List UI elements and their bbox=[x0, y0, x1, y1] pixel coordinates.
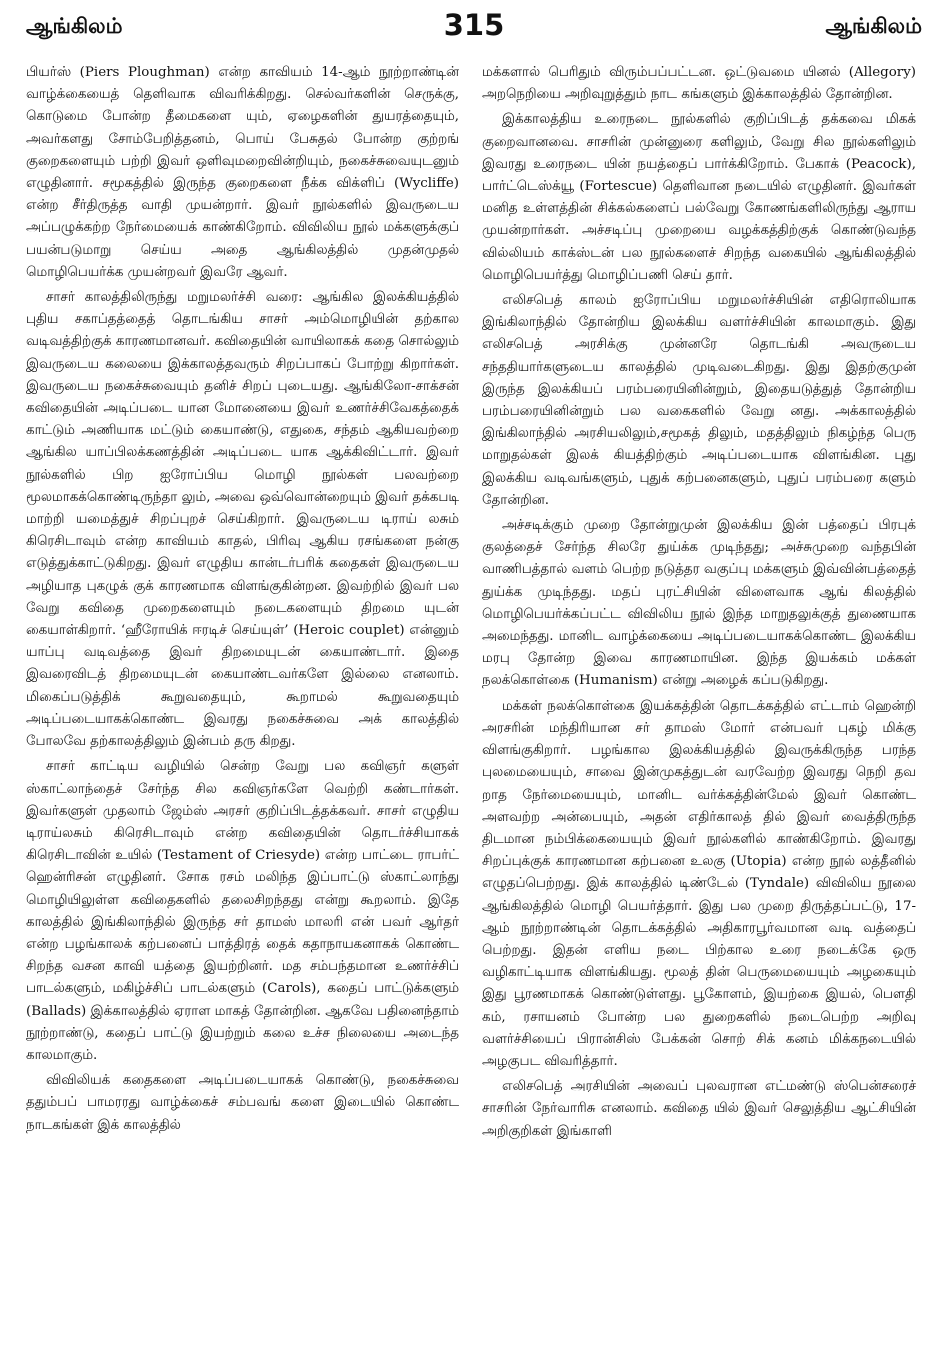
paragraph: பியர்ஸ் (Piers Ploughman) என்ற காவியம் 14-ஆம் நூற்றாண்டின் வாழ்க்கையைத் தெளிவாக விவரிக்கிறது. செல்வர்களின் செருக்கு, கொடுமை போன்ற தீமைகளை யும், ஏழைகளின் துயரத்தையும், அவர்களது சோம்பேறித்தனம், பொய் பேசுதல் போன்ற குற்றங் குறைகளையும் பற்றி இவர் ஒளிவுமறைவின்றியும், நகைச்சுவையுடனும் எழுதினார். சமூகத்தில் இருந்த குறைகளை நீக்க விக்ளிப் (Wycliffe) என்ற சீர்திருத்த வாதி முயன்றார். இவர் நூல்களில் இவருடைய அப்பழுக்கற்ற நேர்மையைக் காண்கிறோம். விவிலிய நூல் மக்களுக்குப் பயன்படுமாறு செய்ய அதை ஆங்கிலத்தில் முதன்முதல் மொழிபெயர்க்க முயன்றவர் இவரே ஆவர். bbox=[26, 65, 459, 280]
paragraph: மக்களால் பெரிதும் விரும்பப்பட்டன. ஒட்டுவமை யினல் (Allegory) அறநெறியை அறிவுறுத்தும் நாட கங்களும் இக்காலத்தில் தோன்றின. bbox=[482, 65, 916, 103]
running-title-left: ஆங்கிலம் bbox=[26, 14, 123, 38]
paragraph: சாசர் காலத்திலிருந்து மறுமலர்ச்சி வரை: ஆங்கில இலக்கியத்தில் புதிய சகாப்தத்தைத் தொடங்கிய சாசர் அம்மொழியின் தற்கால வடிவத்திற்குக் காரணமானவர். கவிதையின் வாயிலாகக் கதை சொல்லும் இவருடைய கலையை இக்காலத்தவரும் சிறப்பாகப் போற்று கிறார்கள். இவருடைய நகைச்சுவையும் தனிச் சிறப் புடையது. ஆங்கிலோ-சாக்சன் கவிதையின் அடிப்படை யான மோனையை இவர் உணர்ச்சிவேகத்தைக் காட்டும் அணியாக மட்டும் கையாண்டு, எதுகை, சந்தம் ஆகியவற்றை ஆங்கில யாப்பிலக்கணத்தின் அடிப்படை யாக ஆக்கிவிட்டார். இவர் நூல்களில் பிற ஐரோப்பிய மொழி நூல்கள் பலவற்றை மூலமாகக்கொண்டிருந்தா லும், அவை ஒவ்வொன்றையும் இவர் தக்கபடி மாற்றி யமைத்துச் சிறப்புறச் செய்கிறார். இவருடைய டிராய் லசும் கிரெசிடாவும் என்ற காவியம் காதல், பிரிவு ஆகிய ரசங்களை நன்கு எடுத்துக்காட்டுகிறது. இவர் எழுதிய கான்டர்பரிக் கதைகள் இவருடைய அழியாத புகழுக் குக் காரணமாக விளங்குகின்றன. இவற்றில் இவர் பல வேறு கவிதை முறைகளையும் நடைகளையும் திறமை யுடன் கையாள்கிறார். ‘ஹீரோயிக் ஈரடிச் செய்யுள்’ (Heroic couplet) என்னும் யாப்பு வடிவத்தை இவர் திறமையுடன் கையாண்டார். இதை இவரைவிடத் திறமையுடன் கையாண்டவர்களே இல்லை எனலாம். மிகைப்படுத்திக் கூறுவதையும், கூறாமல் கூறுவதையும் அடிப்படையாகக்கொண்ட இவரது நகைச்சுவை அக் காலத்தில் போலவே தற்காலத்திலும் இன்பம் தரு கிறது. bbox=[26, 290, 459, 750]
running-title-right: ஆங்கிலம் bbox=[825, 14, 922, 38]
paragraph: மக்கள் நலக்கொள்கை இயக்கத்தின் தொடக்கத்தில் எட்டாம் ஹென்றி அரசரின் மந்திரியான சர் தாமஸ் மோர் என்பவர் புகழ் மிக்கு விளங்குகிறார். பழங்கால இலக்கியத்தில் இவருக்கிருந்த பரந்த புலமையையும், சாவை இன்முகத்துடன் வரவேற்ற இவரது நெறி தவ றாத நேர்மையையும், மானிட வர்க்கத்தின்மேல் இவர் கொண்ட அளவற்ற அன்பையும், அதன் எதிர்காலத் தில் இவர் வைத்திருந்த திடமான நம்பிக்கையையும் இவர் நூல்களில் காண்கிறோம். இவரது சிறப்புக்குக் காரணமான கற்பனை உலகு (Utopia) என்ற நூல் லத்தீனில் எழுதப்பெற்றது. இக் காலத்தில் டிண்டேல் (Tyndale) விவிலிய நூலை ஆங்கிலத்தில் மொழி பெயர்த்தார். இது பல முறை திருத்தப்பட்டு, 17-ஆம் நூற்றாண்டின் தொடக்கத்தில் அதிகாரபூர்வமான வடி வத்தைப் பெற்றது. இதன் எளிய நடை பிற்கால உரை நடைக்கே ஒரு வழிகாட்டியாக விளங்கியது. மூலத் தின் பெருமையையும் அழகையும் இது பூரணமாகக் கொண்டுள்ளது. பூகோளம், இயற்கை இயல், பௌதி கம், ரசாயனம் போன்ற பல துறைகளில் நடைபெற்ற அறிவு வளர்ச்சியைப் பிரான்சிஸ் பேக்கன் சொற் சிக் கனம் மிக்கநடையில் அழகுபட விவரித்தார். bbox=[482, 698, 916, 1069]
paragraph: எலிசபெத் அரசியின் அவைப் புலவரான எட்மண்டு ஸ்பென்சரைச் சாசரின் நேர்வாரிசு எனலாம். கவிதை யில் இவர் செலுத்திய ஆட்சியின் அறிகுறிகள் இங்காளி bbox=[482, 1079, 916, 1139]
page-number: 315 bbox=[443, 8, 505, 42]
paragraph: எலிசபெத் காலம் ஐரோப்பிய மறுமலர்ச்சியின் எதிரொலியாக இங்கிலாந்தில் தோன்றிய இலக்கிய வளர்ச்சியின் காலமாகும். இது எலிசபெத் அரசிக்கு முன்னரே தொடங்கி அவருடைய சந்ததியார்களுடைய காலத்தில் முடிவடைகிறது. இது இதற்குமுன் இருந்த இலக்கியப் பரம்பரையினின்றும், இதையடுத்துத் தோன்றிய பரம்பரையினின்றும் பல வகைகளில் வேறு னது. அக்காலத்தில் இங்கிலாந்தில் அரசியலிலும்,சமூகத் திலும், மதத்திலும் நிகழ்ந்த பெரு மாறுதல்கள் இலக் கியத்திற்கும் அடிப்படையாக விளங்கின. புது இலக்கிய வடிவங்களும், புதுக் கற்பனைகளும், புதுப் பரம்பரை களும் தோன்றின. bbox=[482, 293, 916, 508]
page-header bbox=[26, 4, 922, 52]
paragraph: அச்சடிக்கும் முறை தோன்றுமுன் இலக்கிய இன் பத்தைப் பிரபுக் குலத்தைச் சேர்ந்த சிலரே துய்க்க முடிந்தது; அச்சுமுறை வந்தபின் வாணிபத்தால் வளம் பெற்ற நடுத்தர வகுப்பு மக்களும் இவ்வின்பத்தைத் துய்க்க முடிந்தது. மதப் புரட்சியின் விளைவாக ஆங் கிலத்தில் மொழிபெயர்க்கப்பட்ட விவிலிய நூல் இந்த மாறுதலுக்குத் துணையாக அமைந்தது. மானிட வாழ்க்கையை அடிப்படையாகக்கொண்ட இலக்கிய மரபு தோன்ற இவை காரணமாயின. இந்த இயக்கம் மக்கள் நலக்கொள்கை (Humanism) என்று அழைக் கப்படுகிறது. bbox=[482, 518, 916, 689]
right-column bbox=[482, 62, 916, 1358]
paragraph: இக்காலத்திய உரைநடை நூல்களில் குறிப்பிடத் தக்கவை மிகக் குறைவானவை. சாசரின் முன்னுரை களிலும், வேறு சில நூல்களிலும் இவரது உரைநடை யின் நயத்தைப் பார்க்கிறோம். பேகாக் (Peacock), பார்ட்டெஸ்க்யூ (Fortescue) தெளிவான நடையில் எழுதினர். இவர்கள் மனித உள்ளத்தின் சிக்கல்களைப் பல்வேறு கோணங்களிலிருந்து ஆராய முயன்றார்கள். அச்சடிப்பு முறையை வழக்கத்திற்குக் கொண்டுவந்த வில்லியம் காக்ஸ்டன் பல நூல்களைச் சிறந்த வகையில் ஆங்கிலத்தில் மொழிபெயர்த்து மொழிப்பணி செய் தார். bbox=[482, 112, 916, 283]
paragraph: விவிலியக் கதைகளை அடிப்படையாகக் கொண்டு, நகைச்சுவை ததும்பப் பாமரரது வாழ்க்கைச் சம்பவங் களை இடையில் கொண்ட நாடகங்கள் இக் காலத்தில் bbox=[26, 1073, 459, 1133]
left-column bbox=[26, 62, 459, 1358]
paragraph: சாசர் காட்டிய வழியில் சென்ற வேறு பல கவிஞர் களுள் ஸ்காட்லாந்தைச் சேர்ந்த சில கவிஞர்களே வெற்றி கண்டார்கள். இவர்களுள் முதலாம் ஜேம்ஸ் அரசர் குறிப்பிடத்தக்கவர். சாசர் எழுதிய டிராய்லசும் கிரெசிடாவும் என்ற கவிதையின் தொடர்ச்சியாகக் கிரெசிடாவின் உயில் (Testament of Criesyde) என்ற பாட்டை ராபர்ட் ஹென்ரிசன் எழுதினர். சோக ரசம் மலிந்த இப்பாட்டு ஸ்காட்லாந்து மொழியிலுள்ள கவிதைகளில் தலைசிறந்தது என்று கூறலாம். இதே காலத்தில் இங்கிலாந்தில் இருந்த சர் தாமஸ் மாலரி என் பவர் ஆர்தர் என்ற பழங்காலக் கற்பனைப் பாத்திரத் தைக் கதாநாயகனாகக் கொண்ட சிறந்த வசன காவி யத்தை இயற்றினர். மத சம்பந்தமான உணர்ச்சிப் பாடல்களும், மகிழ்ச்சிப் பாடல்களும் (Carols), கதைப் பாட்டுக்களும் (Ballads) இக்காலத்தில் ஏராள மாகத் தோன்றின. ஆகவே பதினைந்தாம் நூற்றாண்டு, கதைப் பாட்டு இயற்றும் கலை உச்ச நிலையை அடைந்த காலமாகும். bbox=[26, 759, 459, 1063]
